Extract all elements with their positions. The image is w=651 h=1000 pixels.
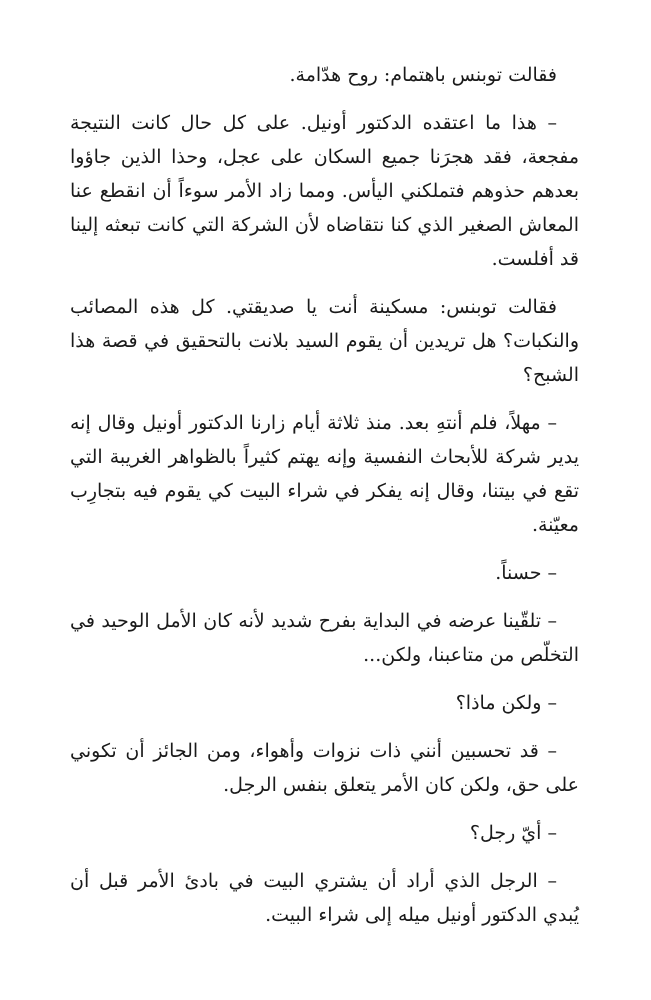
paragraph-9: – أيّ رجل؟ bbox=[469, 822, 557, 844]
paragraph-2: – هذا ما اعتقده الدكتور أونيل. على كل حال كانت النتيجة مفجعة، فقد هجرَنا جميع السكان على عجل، وحذا الذين جاؤوا بعدهم حذوهم فتملكني اليأس. ومما زاد الأمر سوءاً أن انقطع عنا المعاش الصغير الذي كنا نتقاضاه لأن الشركة التي كانت تبعثه إلينا قد أفلست. bbox=[70, 112, 579, 270]
book-page bbox=[70, 58, 579, 946]
paragraph-1: فقالت توبنس باهتمام: روح هدّامة. bbox=[289, 64, 557, 86]
paragraph-5: – حسناً. bbox=[495, 562, 557, 584]
paragraph-10: – الرجل الذي أراد أن يشتري البيت في بادئ الأمر قبل أن يُبدي الدكتور أونيل ميله إلى شراء البيت. bbox=[70, 870, 579, 926]
paragraph-8: – قد تحسبين أنني ذات نزوات وأهواء، ومن الجائز أن تكوني على حق، ولكن كان الأمر يتعلق بنفس الرجل. bbox=[70, 740, 579, 796]
paragraph-4: – مهلاً، فلم أنتهِ بعد. منذ ثلاثة أيام زارنا الدكتور أونيل وقال إنه يدير شركة للأبحاث النفسية وإنه يهتم كثيراً بالظواهر الغريبة التي تقع في بيتنا، وقال إنه يفكر في شراء البيت كي يقوم فيه بتجارِب معيّنة. bbox=[70, 412, 579, 536]
paragraph-6: – تلقّينا عرضه في البداية بفرح شديد لأنه كان الأمل الوحيد في التخلّص من متاعبنا، ولكن... bbox=[70, 610, 579, 666]
paragraph-7: – ولكن ماذا؟ bbox=[455, 692, 557, 714]
paragraph-3: فقالت توبنس: مسكينة أنت يا صديقتي. كل هذه المصائب والنكبات؟ هل تريدين أن يقوم السيد بلانت بالتحقيق في قصة هذا الشبح؟ bbox=[70, 296, 579, 386]
